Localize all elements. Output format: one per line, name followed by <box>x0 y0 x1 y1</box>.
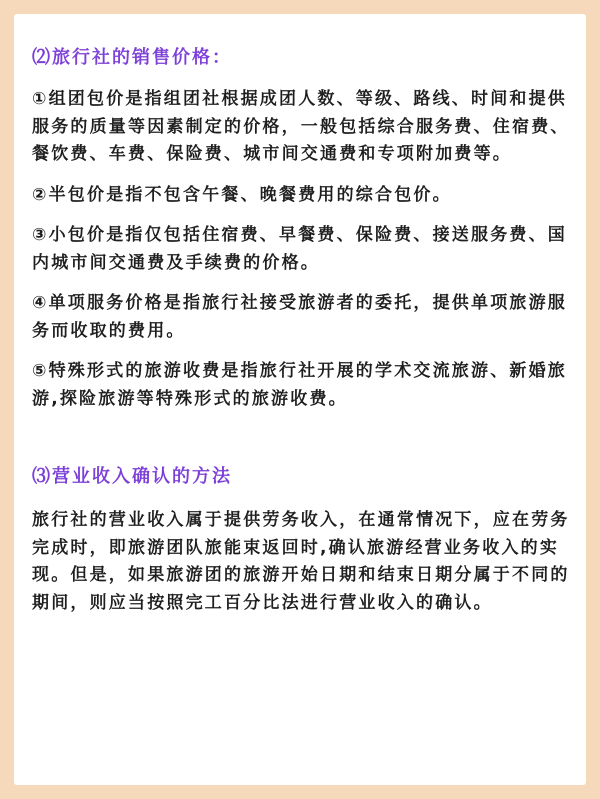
single-service-price-item: ④单项服务价格是指旅行社接受旅游者的委托，提供单项旅游服务而收取的费用。 <box>32 293 567 341</box>
special-tour-fee-item: ⑤特殊形式的旅游收费是指旅行社开展的学术交流旅游、新婚旅游,探险旅游等特殊形式的旅游收费。 <box>32 361 567 409</box>
half-package-price-item: ②半包价是指不包含午餐、晚餐费用的综合包价。 <box>32 184 452 205</box>
revenue-recognition-body: 旅行社的营业收入属于提供劳务收入，在通常情况下，应在劳务完成时，即旅游团队旅能束返回时,确认旅游经营业务收入的实现。但是，如果旅游团的旅游开始日期和结束日期分属于不同的期间，则应当按照完工百分比法进行营业收入的确认。 <box>32 510 570 613</box>
revenue-recognition-heading: ⑶营业收入确认的方法 <box>32 466 232 487</box>
content-card <box>14 14 586 785</box>
small-package-price-item: ③小包价是指仅包括住宿费、早餐费、保险费、接送服务费、国内城市间交通费及手续费的价格。 <box>32 225 567 273</box>
package-tour-price-item: ①组团包价是指组团社根据成团人数、等级、路线、时间和提供服务的质量等因素制定的价格，一般包括综合服务费、住宿费、餐饮费、车费、保险费、城市间交通费和专项附加费等。 <box>32 89 570 164</box>
sales-price-heading: ⑵旅行社的销售价格： <box>32 47 232 68</box>
